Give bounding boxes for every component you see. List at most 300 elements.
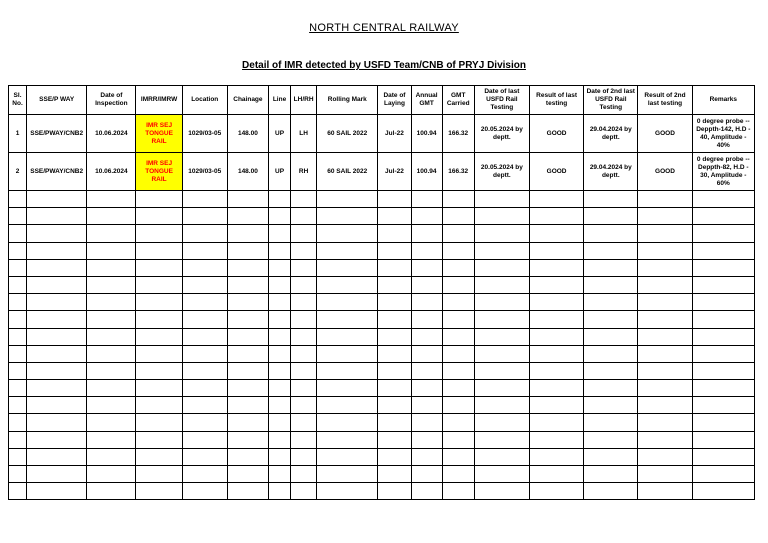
empty-cell — [268, 380, 290, 397]
cell-line: UP — [268, 153, 290, 191]
empty-cell — [411, 414, 442, 431]
cell-remarks: 0 degree probe -- Deppth-142, H.D - 40, Amplitude - 40% — [692, 115, 754, 153]
empty-cell — [378, 380, 411, 397]
empty-cell — [317, 276, 378, 293]
col-header-rolling-mark: Rolling Mark — [317, 86, 378, 115]
empty-cell — [474, 294, 529, 311]
cell-location: 1029/03-05 — [182, 153, 227, 191]
empty-cell — [638, 294, 692, 311]
empty-cell — [87, 414, 136, 431]
empty-cell — [474, 328, 529, 345]
empty-cell — [474, 225, 529, 242]
empty-cell — [442, 414, 474, 431]
empty-cell — [9, 191, 27, 208]
empty-cell — [268, 311, 290, 328]
empty-cell — [692, 397, 754, 414]
empty-table-row — [9, 431, 755, 448]
empty-cell — [584, 276, 638, 293]
empty-cell — [182, 328, 227, 345]
empty-cell — [378, 259, 411, 276]
empty-cell — [291, 191, 317, 208]
empty-cell — [692, 362, 754, 379]
empty-cell — [378, 414, 411, 431]
empty-cell — [136, 276, 182, 293]
empty-cell — [291, 225, 317, 242]
empty-cell — [692, 414, 754, 431]
empty-cell — [317, 345, 378, 362]
empty-cell — [227, 362, 268, 379]
empty-cell — [411, 397, 442, 414]
empty-cell — [27, 362, 87, 379]
empty-cell — [9, 466, 27, 483]
empty-table-row — [9, 345, 755, 362]
empty-cell — [268, 448, 290, 465]
empty-cell — [474, 242, 529, 259]
empty-cell — [474, 397, 529, 414]
empty-cell — [182, 208, 227, 225]
empty-cell — [227, 294, 268, 311]
empty-cell — [136, 431, 182, 448]
cell-lh-rh: LH — [291, 115, 317, 153]
empty-cell — [317, 208, 378, 225]
col-header-date-2nd-last-testing: Date of 2nd last USFD Rail Testing — [584, 86, 638, 115]
empty-cell — [136, 191, 182, 208]
empty-cell — [87, 242, 136, 259]
empty-cell — [411, 431, 442, 448]
empty-cell — [87, 483, 136, 500]
cell-remarks: 0 degree probe -- Deppth-82, H.D - 30, Amplitude - 60% — [692, 153, 754, 191]
cell-chainage: 148.00 — [227, 153, 268, 191]
empty-table-row — [9, 397, 755, 414]
empty-cell — [584, 294, 638, 311]
empty-table-row — [9, 380, 755, 397]
cell-date-2nd-last-testing: 29.04.2024 by deptt. — [584, 115, 638, 153]
empty-cell — [182, 225, 227, 242]
empty-cell — [136, 362, 182, 379]
empty-cell — [584, 397, 638, 414]
empty-cell — [136, 311, 182, 328]
cell-result-last-testing: GOOD — [529, 153, 583, 191]
empty-cell — [474, 380, 529, 397]
empty-cell — [317, 259, 378, 276]
empty-cell — [442, 311, 474, 328]
empty-cell — [529, 259, 583, 276]
empty-cell — [136, 328, 182, 345]
empty-cell — [378, 466, 411, 483]
col-header-date-laying: Date of Laying — [378, 86, 411, 115]
empty-cell — [474, 414, 529, 431]
empty-cell — [378, 276, 411, 293]
empty-cell — [87, 448, 136, 465]
empty-cell — [268, 191, 290, 208]
empty-cell — [529, 294, 583, 311]
empty-cell — [692, 328, 754, 345]
empty-cell — [291, 431, 317, 448]
empty-cell — [9, 345, 27, 362]
empty-cell — [136, 242, 182, 259]
empty-cell — [182, 276, 227, 293]
empty-cell — [411, 466, 442, 483]
empty-cell — [268, 276, 290, 293]
empty-cell — [182, 345, 227, 362]
empty-cell — [529, 431, 583, 448]
empty-cell — [317, 448, 378, 465]
cell-sl-no: 2 — [9, 153, 27, 191]
empty-cell — [27, 380, 87, 397]
empty-cell — [291, 276, 317, 293]
empty-cell — [474, 431, 529, 448]
col-header-result-last-testing: Result of last testing — [529, 86, 583, 115]
empty-cell — [529, 242, 583, 259]
empty-cell — [529, 225, 583, 242]
empty-cell — [692, 242, 754, 259]
empty-cell — [638, 466, 692, 483]
empty-cell — [411, 225, 442, 242]
empty-cell — [442, 259, 474, 276]
empty-cell — [9, 448, 27, 465]
cell-sl-no: 1 — [9, 115, 27, 153]
empty-cell — [317, 397, 378, 414]
empty-cell — [227, 276, 268, 293]
imr-detail-table — [8, 85, 755, 500]
empty-cell — [136, 448, 182, 465]
empty-cell — [268, 225, 290, 242]
empty-cell — [291, 242, 317, 259]
empty-cell — [291, 380, 317, 397]
empty-cell — [268, 414, 290, 431]
empty-table-row — [9, 328, 755, 345]
empty-cell — [584, 208, 638, 225]
empty-cell — [227, 242, 268, 259]
empty-cell — [692, 431, 754, 448]
empty-cell — [638, 225, 692, 242]
cell-date-last-testing: 20.05.2024 by deptt. — [474, 115, 529, 153]
empty-cell — [378, 311, 411, 328]
empty-cell — [638, 483, 692, 500]
empty-cell — [27, 345, 87, 362]
empty-cell — [268, 259, 290, 276]
empty-cell — [9, 242, 27, 259]
empty-cell — [638, 345, 692, 362]
col-header-sse-pway: SSE/P WAY — [27, 86, 87, 115]
empty-cell — [87, 259, 136, 276]
empty-cell — [9, 276, 27, 293]
empty-cell — [291, 328, 317, 345]
empty-cell — [182, 448, 227, 465]
empty-cell — [529, 311, 583, 328]
col-header-result-2nd-last-testing: Result of 2nd last testing — [638, 86, 692, 115]
empty-cell — [182, 191, 227, 208]
col-header-annual-gmt: Annual GMT — [411, 86, 442, 115]
empty-cell — [27, 448, 87, 465]
cell-result-2nd-last-testing: GOOD — [638, 115, 692, 153]
col-header-location: Location — [182, 86, 227, 115]
cell-annual-gmt: 100.94 — [411, 115, 442, 153]
empty-cell — [692, 311, 754, 328]
empty-cell — [442, 294, 474, 311]
empty-cell — [317, 191, 378, 208]
document-subtitle: Detail of IMR detected by USFD Team/CNB of PRYJ Division — [242, 60, 526, 71]
empty-cell — [442, 328, 474, 345]
empty-cell — [87, 328, 136, 345]
col-header-imrr-imrw: IMRR/IMRW — [136, 86, 182, 115]
empty-cell — [442, 448, 474, 465]
empty-cell — [182, 431, 227, 448]
empty-cell — [227, 431, 268, 448]
empty-table-row — [9, 466, 755, 483]
empty-cell — [638, 448, 692, 465]
empty-cell — [27, 397, 87, 414]
empty-table-row — [9, 448, 755, 465]
empty-cell — [227, 448, 268, 465]
cell-line: UP — [268, 115, 290, 153]
empty-cell — [638, 397, 692, 414]
cell-rolling-mark: 60 SAIL 2022 — [317, 115, 378, 153]
empty-cell — [136, 466, 182, 483]
empty-cell — [268, 397, 290, 414]
empty-cell — [474, 311, 529, 328]
table-row — [9, 153, 755, 191]
empty-cell — [584, 414, 638, 431]
empty-cell — [27, 225, 87, 242]
empty-cell — [411, 448, 442, 465]
empty-cell — [442, 276, 474, 293]
empty-cell — [529, 345, 583, 362]
empty-cell — [317, 328, 378, 345]
empty-cell — [136, 225, 182, 242]
empty-cell — [9, 397, 27, 414]
empty-cell — [411, 191, 442, 208]
empty-cell — [529, 191, 583, 208]
cell-location: 1029/03-05 — [182, 115, 227, 153]
empty-cell — [411, 259, 442, 276]
empty-cell — [182, 397, 227, 414]
empty-cell — [317, 414, 378, 431]
empty-cell — [411, 345, 442, 362]
empty-cell — [317, 483, 378, 500]
empty-cell — [584, 483, 638, 500]
empty-cell — [411, 311, 442, 328]
empty-cell — [291, 466, 317, 483]
empty-cell — [411, 208, 442, 225]
empty-cell — [27, 294, 87, 311]
empty-cell — [378, 483, 411, 500]
empty-cell — [584, 242, 638, 259]
empty-cell — [317, 225, 378, 242]
empty-cell — [268, 328, 290, 345]
cell-lh-rh: RH — [291, 153, 317, 191]
empty-cell — [692, 345, 754, 362]
col-header-remarks: Remarks — [692, 86, 754, 115]
empty-table-row — [9, 483, 755, 500]
empty-cell — [227, 414, 268, 431]
empty-cell — [227, 208, 268, 225]
empty-cell — [291, 448, 317, 465]
empty-cell — [692, 483, 754, 500]
empty-cell — [136, 414, 182, 431]
empty-cell — [638, 259, 692, 276]
empty-cell — [529, 208, 583, 225]
empty-cell — [27, 466, 87, 483]
empty-table-row — [9, 414, 755, 431]
empty-cell — [227, 311, 268, 328]
empty-cell — [268, 345, 290, 362]
empty-cell — [692, 448, 754, 465]
empty-cell — [182, 380, 227, 397]
empty-cell — [442, 466, 474, 483]
empty-cell — [268, 362, 290, 379]
empty-cell — [411, 242, 442, 259]
empty-cell — [9, 414, 27, 431]
empty-cell — [9, 225, 27, 242]
cell-result-2nd-last-testing: GOOD — [638, 153, 692, 191]
document-title: NORTH CENTRAL RAILWAY — [309, 22, 459, 34]
empty-table-row — [9, 259, 755, 276]
empty-cell — [136, 345, 182, 362]
cell-rolling-mark: 60 SAIL 2022 — [317, 153, 378, 191]
empty-cell — [9, 294, 27, 311]
empty-table-row — [9, 362, 755, 379]
empty-cell — [638, 208, 692, 225]
empty-cell — [317, 380, 378, 397]
empty-cell — [378, 208, 411, 225]
empty-cell — [529, 328, 583, 345]
empty-cell — [227, 380, 268, 397]
empty-cell — [9, 311, 27, 328]
empty-cell — [227, 328, 268, 345]
empty-cell — [268, 294, 290, 311]
cell-imr-highlight: IMR SEJ TONGUE RAIL — [136, 115, 182, 153]
cell-gmt-carried: 166.32 — [442, 115, 474, 153]
empty-cell — [474, 483, 529, 500]
empty-cell — [378, 242, 411, 259]
empty-cell — [268, 431, 290, 448]
empty-cell — [529, 414, 583, 431]
empty-cell — [9, 328, 27, 345]
empty-cell — [227, 466, 268, 483]
empty-cell — [182, 311, 227, 328]
empty-cell — [378, 191, 411, 208]
empty-cell — [638, 362, 692, 379]
empty-cell — [442, 397, 474, 414]
empty-cell — [87, 191, 136, 208]
cell-sse-pway: SSE/PWAY/CNB2 — [27, 115, 87, 153]
empty-cell — [291, 208, 317, 225]
empty-cell — [584, 380, 638, 397]
empty-cell — [9, 431, 27, 448]
empty-cell — [692, 380, 754, 397]
empty-cell — [227, 191, 268, 208]
empty-cell — [182, 483, 227, 500]
empty-cell — [317, 362, 378, 379]
empty-cell — [474, 276, 529, 293]
empty-table-row — [9, 311, 755, 328]
empty-cell — [87, 276, 136, 293]
empty-cell — [692, 276, 754, 293]
empty-cell — [27, 431, 87, 448]
empty-cell — [136, 294, 182, 311]
empty-cell — [87, 311, 136, 328]
empty-cell — [27, 259, 87, 276]
col-header-date-inspection: Date of Inspection — [87, 86, 136, 115]
empty-cell — [317, 466, 378, 483]
empty-cell — [268, 483, 290, 500]
empty-cell — [692, 259, 754, 276]
empty-cell — [87, 362, 136, 379]
empty-cell — [27, 311, 87, 328]
empty-cell — [442, 191, 474, 208]
empty-cell — [136, 259, 182, 276]
empty-cell — [182, 362, 227, 379]
empty-cell — [529, 483, 583, 500]
empty-cell — [529, 448, 583, 465]
empty-cell — [638, 431, 692, 448]
empty-cell — [411, 328, 442, 345]
cell-date-inspection: 10.06.2024 — [87, 115, 136, 153]
cell-date-2nd-last-testing: 29.04.2024 by deptt. — [584, 153, 638, 191]
empty-cell — [638, 276, 692, 293]
empty-cell — [584, 191, 638, 208]
empty-cell — [27, 483, 87, 500]
empty-cell — [87, 225, 136, 242]
empty-cell — [27, 328, 87, 345]
empty-cell — [227, 397, 268, 414]
empty-table-row — [9, 294, 755, 311]
cell-imr-highlight: IMR SEJ TONGUE RAIL — [136, 153, 182, 191]
col-header-chainage: Chainage — [227, 86, 268, 115]
empty-cell — [291, 483, 317, 500]
empty-cell — [268, 242, 290, 259]
col-header-date-last-testing: Date of last USFD Rail Testing — [474, 86, 529, 115]
empty-cell — [442, 431, 474, 448]
empty-cell — [291, 362, 317, 379]
empty-cell — [638, 311, 692, 328]
empty-cell — [27, 242, 87, 259]
empty-cell — [474, 448, 529, 465]
empty-cell — [27, 276, 87, 293]
empty-cell — [291, 259, 317, 276]
empty-cell — [638, 242, 692, 259]
empty-cell — [442, 208, 474, 225]
empty-cell — [182, 414, 227, 431]
empty-table-row — [9, 191, 755, 208]
empty-cell — [442, 483, 474, 500]
empty-cell — [378, 431, 411, 448]
empty-cell — [227, 225, 268, 242]
cell-gmt-carried: 166.32 — [442, 153, 474, 191]
empty-cell — [268, 208, 290, 225]
empty-cell — [584, 259, 638, 276]
empty-cell — [291, 414, 317, 431]
empty-cell — [87, 345, 136, 362]
col-header-gmt-carried: GMT Carried — [442, 86, 474, 115]
empty-cell — [317, 294, 378, 311]
empty-cell — [638, 191, 692, 208]
empty-cell — [411, 294, 442, 311]
empty-cell — [136, 208, 182, 225]
empty-cell — [584, 311, 638, 328]
cell-result-last-testing: GOOD — [529, 115, 583, 153]
empty-cell — [136, 483, 182, 500]
empty-cell — [317, 311, 378, 328]
empty-cell — [584, 466, 638, 483]
cell-chainage: 148.00 — [227, 115, 268, 153]
empty-cell — [411, 276, 442, 293]
empty-cell — [584, 431, 638, 448]
empty-cell — [227, 483, 268, 500]
empty-cell — [692, 225, 754, 242]
table-row — [9, 115, 755, 153]
